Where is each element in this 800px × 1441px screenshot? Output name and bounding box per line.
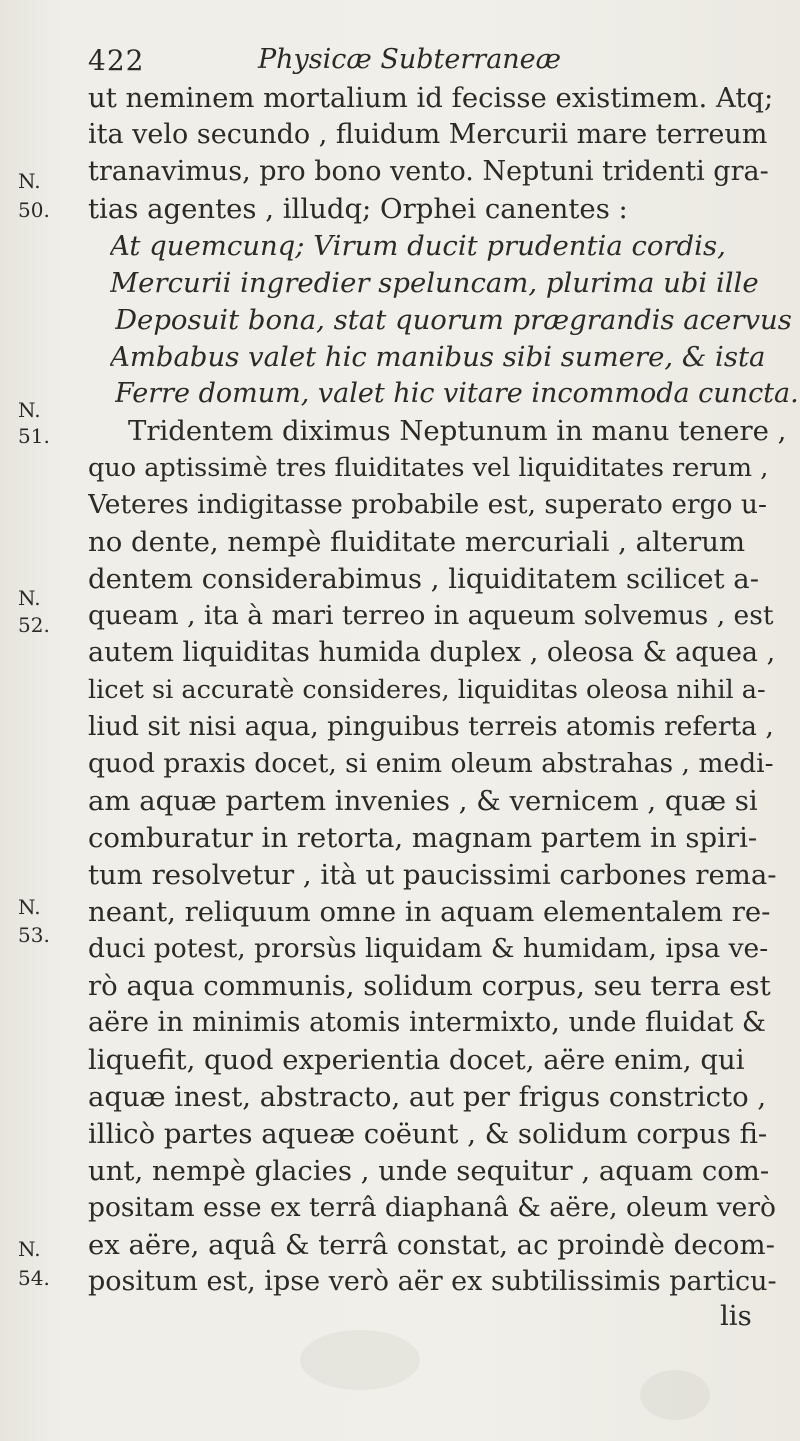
text-line: licet si accuratè consideres, liquiditas oleosa nihil a-: [88, 675, 766, 705]
margin-note-number: 51.: [18, 424, 50, 448]
text-line: liquefit, quod experientia docet, aëre enim, qui: [88, 1044, 745, 1076]
text-line: positam esse ex terrâ diaphanâ & aëre, oleum verò: [88, 1192, 776, 1223]
margin-note-letter: N.: [18, 169, 41, 193]
text-line: quod praxis docet, si enim oleum abstrahas , medi-: [88, 748, 774, 779]
text-line: tias agentes , illudq; Orphei canentes :: [88, 193, 628, 225]
margin-note-letter: N.: [18, 1237, 41, 1261]
text-line: quo aptissimè tres fluiditates vel liquiditates rerum ,: [88, 453, 769, 483]
margin-note-number: 52.: [18, 613, 50, 637]
text-line: ita velo secundo , fluidum Mercurii mare terreum: [88, 119, 768, 150]
page-number: 422: [88, 44, 145, 77]
text-line: ut neminem mortalium id fecisse existimem. Atq;: [88, 82, 774, 114]
margin-note-number: 54.: [18, 1266, 50, 1290]
verse-line: Ambabus valet hic manibus sibi sumere, & ista: [110, 341, 766, 373]
verse-line: Deposuit bona, stat quorum prægrandis acervus: [115, 304, 792, 336]
running-head: Physicæ Subterraneæ: [258, 44, 562, 75]
margin-note-number: 53.: [18, 923, 50, 947]
text-line: comburatur in retorta, magnam partem in spiri-: [88, 822, 758, 854]
margin-note-number: 50.: [18, 198, 50, 222]
margin-note-letter: N.: [18, 895, 41, 919]
verse-line: At quemcunq; Virum ducit prudentia cordis,: [110, 230, 726, 262]
text-line: queam , ita à mari terreo in aqueum solvemus , est: [88, 600, 774, 631]
text-line: positum est, ipse verò aër ex subtilissimis particu-: [88, 1266, 777, 1297]
text-line: aquæ inest, abstracto, aut per frigus constricto ,: [88, 1081, 767, 1113]
text-line: duci potest, prorsùs liquidam & humidam, ipsa ve-: [88, 933, 769, 964]
catchword: lis: [720, 1300, 752, 1332]
text-line: am aquæ partem invenies , & vernicem , quæ si: [88, 785, 758, 817]
text-line: rò aqua communis, solidum corpus, seu terra est: [88, 970, 771, 1002]
text-line: tum resolvetur , ità ut paucissimi carbones rema-: [88, 859, 777, 891]
text-line: Tridentem diximus Neptunum in manu tenere ,: [128, 415, 787, 447]
margin-note-letter: N.: [18, 586, 41, 610]
page-stain: [640, 1370, 710, 1420]
text-line: neant, reliquum omne in aquam elementalem re-: [88, 896, 771, 928]
text-line: autem liquiditas humida duplex , oleosa & aquea ,: [88, 637, 776, 668]
margin-note-letter: N.: [18, 398, 41, 422]
text-line: ex aëre, aquâ & terrâ constat, ac proindè decom-: [88, 1229, 775, 1261]
text-line: dentem considerabimus , liquiditatem scilicet a-: [88, 563, 759, 595]
text-line: aëre in minimis atomis intermixto, unde fluidat &: [88, 1007, 766, 1038]
verse-line: Mercurii ingredier speluncam, plurima ubi ille: [110, 267, 759, 299]
page-stain: [300, 1330, 420, 1390]
text-line: illicò partes aqueæ coëunt , & solidum corpus fi-: [88, 1118, 768, 1150]
text-line: no dente, nempè fluiditate mercuriali , alterum: [88, 526, 746, 558]
text-line: liud sit nisi aqua, pinguibus terreis atomis referta ,: [88, 711, 774, 742]
text-line: tranavimus, pro bono vento. Neptuni tridenti gra-: [88, 156, 769, 187]
verse-line: Ferre domum, valet hic vitare incommoda cuncta.: [115, 378, 799, 409]
text-line: Veteres indigitasse probabile est, superato ergo u-: [88, 489, 767, 520]
text-line: unt, nempè glacies , unde sequitur , aquam com-: [88, 1155, 770, 1187]
